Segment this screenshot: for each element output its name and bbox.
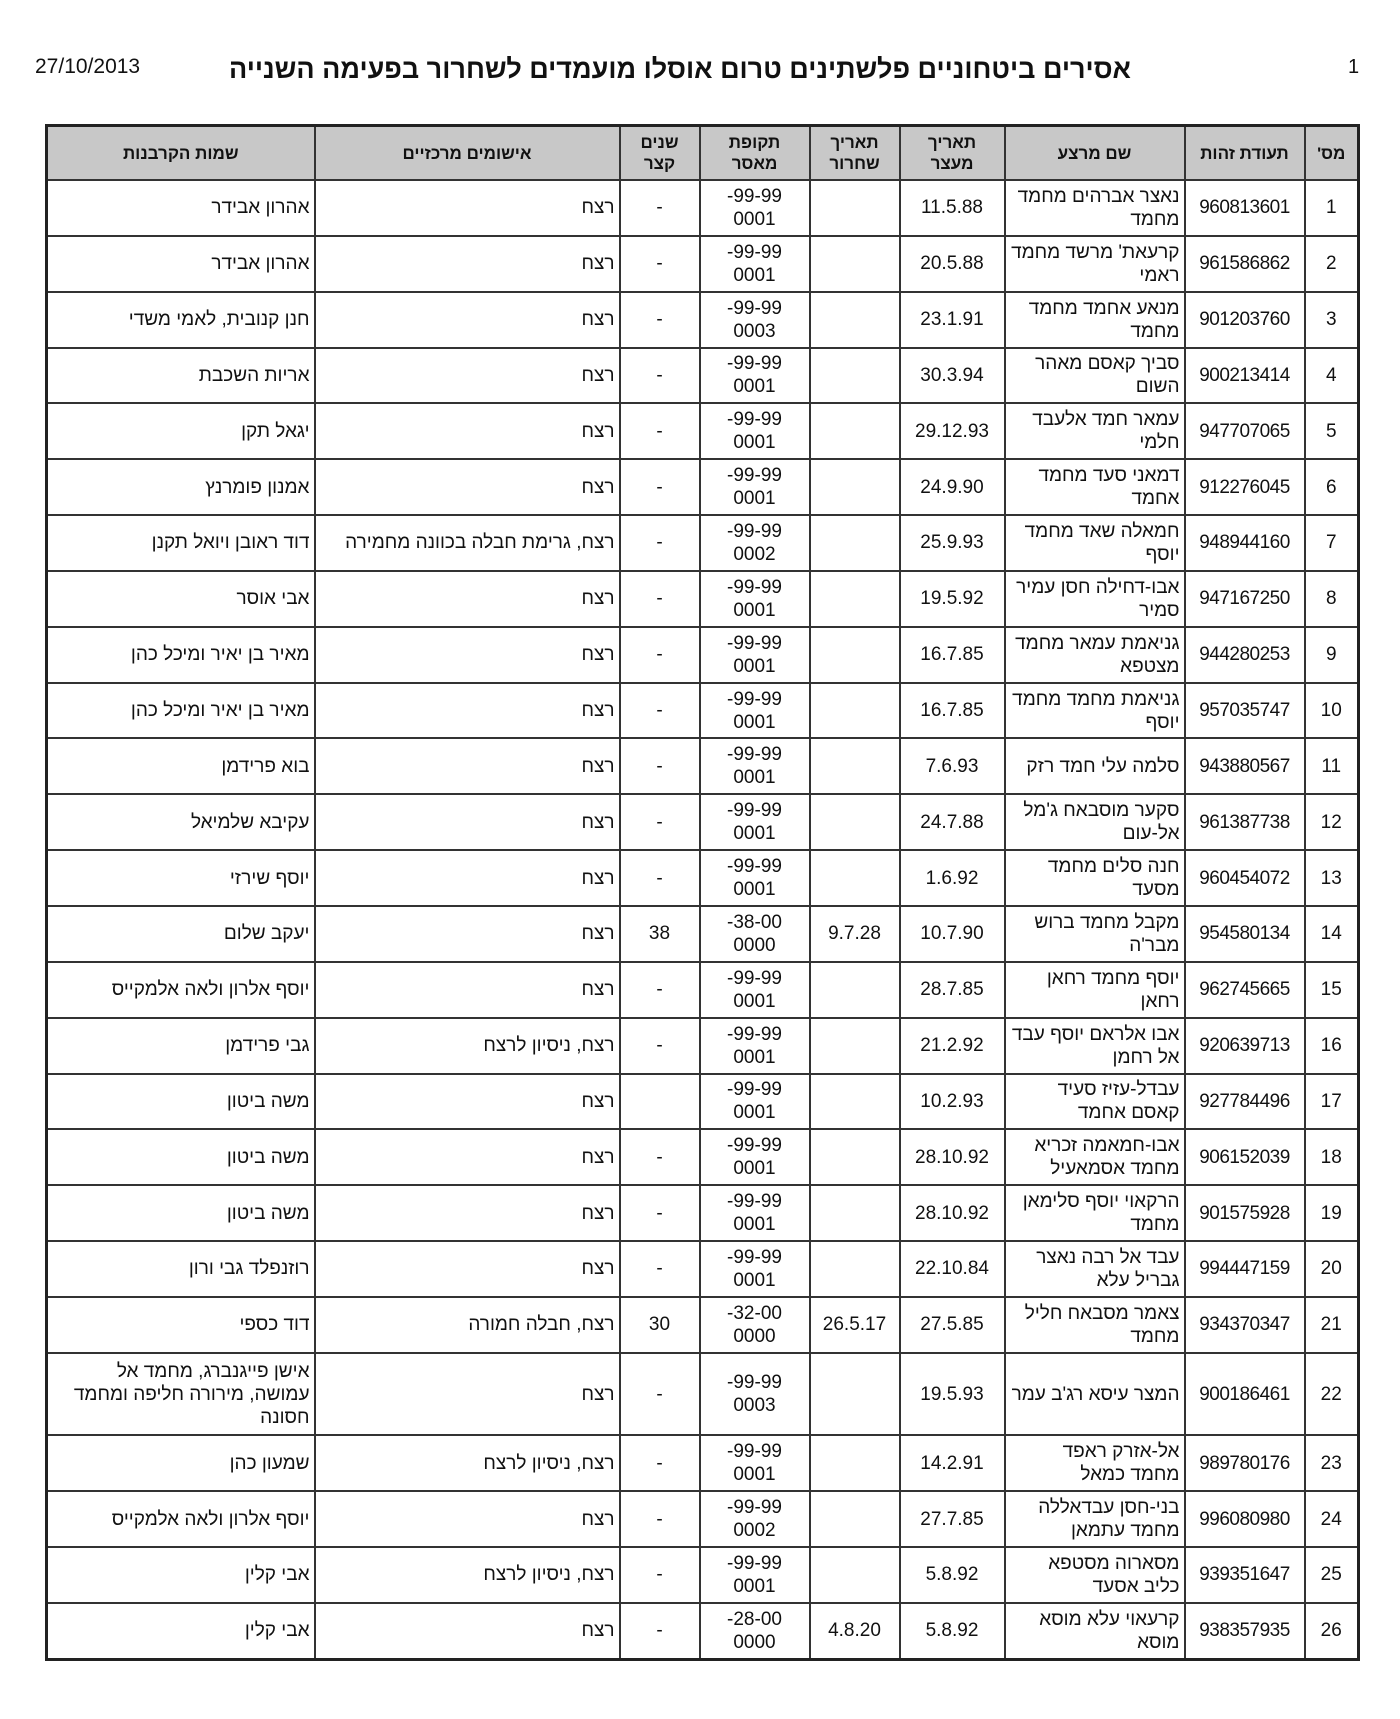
cell-release-date	[810, 236, 900, 292]
cell-name: חנה סלים מחמד מסעד	[1005, 850, 1185, 906]
cell-years: -	[620, 627, 700, 683]
cell-term: -32-00 0000	[700, 1297, 810, 1353]
cell-id: 961586862	[1185, 236, 1305, 292]
cell-victims: רוזנפלד גבי ורון	[47, 1241, 315, 1297]
cell-charges: רצח, ניסיון לרצח	[315, 1018, 620, 1074]
cell-term: -28-00 0000	[700, 1603, 810, 1660]
cell-years: -	[620, 738, 700, 794]
table-row	[47, 236, 1359, 292]
cell-charges: רצח	[315, 850, 620, 906]
cell-id: 944280253	[1185, 627, 1305, 683]
cell-name: גניאמת מחמד מחמד יוסף	[1005, 683, 1185, 739]
cell-id: 900186461	[1185, 1353, 1305, 1436]
cell-id: 960813601	[1185, 180, 1305, 236]
page-number: 1	[1348, 56, 1360, 78]
cell-term: -99-99 0002	[700, 1491, 810, 1547]
cell-name: יוסף מחמד רחאן רחאן	[1005, 962, 1185, 1018]
cell-num: 26	[1305, 1603, 1359, 1660]
cell-years: -	[620, 515, 700, 571]
cell-release-date	[810, 850, 900, 906]
cell-id: 920639713	[1185, 1018, 1305, 1074]
table-header-row	[47, 126, 1359, 181]
cell-years: -	[620, 683, 700, 739]
cell-arrest-date: 16.7.85	[900, 627, 1005, 683]
cell-term: -38-00 0000	[700, 906, 810, 962]
cell-release-date	[810, 1353, 900, 1436]
cell-id: 947167250	[1185, 571, 1305, 627]
cell-term: -99-99 0001	[700, 738, 810, 794]
cell-charges: רצח	[315, 1129, 620, 1185]
cell-id: 939351647	[1185, 1547, 1305, 1603]
cell-name: מסארוה מסטפא כליב אסעד	[1005, 1547, 1185, 1603]
table-row	[47, 1603, 1359, 1660]
cell-charges: רצח	[315, 1353, 620, 1436]
cell-victims: משה ביטון	[47, 1185, 315, 1241]
cell-victims: אהרון אבידר	[47, 180, 315, 236]
cell-charges: רצח	[315, 683, 620, 739]
cell-years: -	[620, 850, 700, 906]
cell-term: -99-99 0001	[700, 850, 810, 906]
cell-id: 906152039	[1185, 1129, 1305, 1185]
header-id: תעודת זהות	[1185, 126, 1305, 181]
cell-years: -	[620, 1129, 700, 1185]
cell-num: 25	[1305, 1547, 1359, 1603]
table-row	[47, 1185, 1359, 1241]
cell-term: -99-99 0001	[700, 1185, 810, 1241]
cell-release-date	[810, 1435, 900, 1491]
cell-name: אל-אזרק ראפד מחמד כמאל	[1005, 1435, 1185, 1491]
cell-num: 23	[1305, 1435, 1359, 1491]
cell-release-date	[810, 1074, 900, 1130]
cell-num: 7	[1305, 515, 1359, 571]
header-arrest-date: תאריך מעצר	[900, 126, 1005, 181]
cell-num: 24	[1305, 1491, 1359, 1547]
cell-charges: רצח	[315, 1491, 620, 1547]
cell-name: אבו אלראם יוסף עבד אל רחמן	[1005, 1018, 1185, 1074]
cell-release-date	[810, 794, 900, 850]
table-row	[47, 1241, 1359, 1297]
cell-term: -99-99 0001	[700, 962, 810, 1018]
cell-arrest-date: 5.8.92	[900, 1547, 1005, 1603]
cell-id: 960454072	[1185, 850, 1305, 906]
cell-num: 8	[1305, 571, 1359, 627]
table-row	[47, 292, 1359, 348]
cell-id: 948944160	[1185, 515, 1305, 571]
table-row	[47, 738, 1359, 794]
cell-name: עמאר חמד אלעבד חלמי	[1005, 403, 1185, 459]
cell-years: -	[620, 962, 700, 1018]
cell-num: 2	[1305, 236, 1359, 292]
cell-term: -99-99 0001	[700, 1074, 810, 1130]
cell-name: גניאמת עמאר מחמד מצטפא	[1005, 627, 1185, 683]
cell-name: בני-חסן עבדאללה מחמד עתמאן	[1005, 1491, 1185, 1547]
cell-id: 957035747	[1185, 683, 1305, 739]
table-row	[47, 1491, 1359, 1547]
cell-charges: רצח	[315, 348, 620, 404]
cell-victims: דוד ראובן ויואל תקנן	[47, 515, 315, 571]
cell-release-date	[810, 1547, 900, 1603]
cell-num: 13	[1305, 850, 1359, 906]
cell-release-date	[810, 683, 900, 739]
cell-release-date	[810, 403, 900, 459]
table-row	[47, 571, 1359, 627]
header-years: שנים קצר	[620, 126, 700, 181]
cell-num: 3	[1305, 292, 1359, 348]
cell-victims: אמנון פומרנץ	[47, 459, 315, 515]
cell-id: 934370347	[1185, 1297, 1305, 1353]
cell-arrest-date: 25.9.93	[900, 515, 1005, 571]
cell-term: -99-99 0001	[700, 1129, 810, 1185]
cell-id: 912276045	[1185, 459, 1305, 515]
cell-name: נאצר אברהים מחמד מחמד	[1005, 180, 1185, 236]
cell-term: -99-99 0001	[700, 348, 810, 404]
cell-charges: רצח, גרימת חבלה בכוונה מחמירה	[315, 515, 620, 571]
cell-years: -	[620, 1547, 700, 1603]
cell-term: -99-99 0001	[700, 403, 810, 459]
cell-victims: יוסף אלרון ולאה אלמקייס	[47, 962, 315, 1018]
cell-term: -99-99 0003	[700, 292, 810, 348]
cell-num: 11	[1305, 738, 1359, 794]
cell-term: -99-99 0001	[700, 236, 810, 292]
cell-charges: רצח	[315, 180, 620, 236]
cell-charges: רצח	[315, 292, 620, 348]
cell-name: אבו-דחילה חסן עמיר סמיר	[1005, 571, 1185, 627]
table-row	[47, 1129, 1359, 1185]
cell-charges: רצח	[315, 459, 620, 515]
table-row	[47, 1074, 1359, 1130]
table-row	[47, 794, 1359, 850]
cell-victims: יוסף אלרון ולאה אלמקייס	[47, 1491, 315, 1547]
cell-id: 901203760	[1185, 292, 1305, 348]
cell-arrest-date: 28.7.85	[900, 962, 1005, 1018]
cell-id: 943880567	[1185, 738, 1305, 794]
cell-victims: אבי קלין	[47, 1603, 315, 1660]
cell-arrest-date: 20.5.88	[900, 236, 1005, 292]
cell-arrest-date: 27.5.85	[900, 1297, 1005, 1353]
cell-name: עבד אל רבה נאצר גבריל עלא	[1005, 1241, 1185, 1297]
table-row	[47, 850, 1359, 906]
cell-release-date	[810, 1241, 900, 1297]
cell-years: -	[620, 348, 700, 404]
cell-release-date	[810, 1129, 900, 1185]
cell-id: 947707065	[1185, 403, 1305, 459]
cell-term: -99-99 0001	[700, 180, 810, 236]
header-victims: שמות הקרבנות	[47, 126, 315, 181]
cell-years: -	[620, 236, 700, 292]
table-row	[47, 962, 1359, 1018]
cell-charges: רצח	[315, 738, 620, 794]
cell-years: -	[620, 1603, 700, 1660]
cell-victims: גבי פרידמן	[47, 1018, 315, 1074]
cell-num: 21	[1305, 1297, 1359, 1353]
table-row	[47, 906, 1359, 962]
table-body	[47, 180, 1359, 1660]
table-row	[47, 1435, 1359, 1491]
cell-release-date	[810, 515, 900, 571]
cell-victims: בוא פרידמן	[47, 738, 315, 794]
cell-years: -	[620, 1353, 700, 1436]
cell-years: -	[620, 1491, 700, 1547]
table-row	[47, 683, 1359, 739]
cell-victims: משה ביטון	[47, 1129, 315, 1185]
cell-years: -	[620, 292, 700, 348]
table-row	[47, 459, 1359, 515]
cell-victims: אריות השכבת	[47, 348, 315, 404]
cell-victims: דוד כספי	[47, 1297, 315, 1353]
cell-release-date	[810, 180, 900, 236]
cell-name: הרקאוי יוסף סלימאן מחמד	[1005, 1185, 1185, 1241]
cell-years: -	[620, 1018, 700, 1074]
cell-arrest-date: 19.5.93	[900, 1353, 1005, 1436]
cell-victims: אבי אוסר	[47, 571, 315, 627]
cell-name: מקבל מחמד ברוש מבר'ה	[1005, 906, 1185, 962]
cell-arrest-date: 10.2.93	[900, 1074, 1005, 1130]
cell-term: -99-99 0001	[700, 1018, 810, 1074]
cell-arrest-date: 24.9.90	[900, 459, 1005, 515]
cell-arrest-date: 30.3.94	[900, 348, 1005, 404]
cell-charges: רצח	[315, 1185, 620, 1241]
cell-victims: עקיבא שלמיאל	[47, 794, 315, 850]
cell-charges: רצח	[315, 1603, 620, 1660]
cell-term: -99-99 0001	[700, 571, 810, 627]
cell-num: 18	[1305, 1129, 1359, 1185]
table-row	[47, 1353, 1359, 1436]
cell-num: 17	[1305, 1074, 1359, 1130]
cell-name: עבדל-עזיז סעיד קאסם אחמד	[1005, 1074, 1185, 1130]
cell-release-date	[810, 571, 900, 627]
document-title: אסירים ביטחוניים פלשתינים טרום אוסלו מועמדים לשחרור בפעימה השנייה	[229, 54, 1131, 84]
cell-term: -99-99 0002	[700, 515, 810, 571]
cell-name: צאמר מסבאח חליל מחמד	[1005, 1297, 1185, 1353]
cell-id: 994447159	[1185, 1241, 1305, 1297]
cell-arrest-date: 5.8.92	[900, 1603, 1005, 1660]
cell-release-date	[810, 1018, 900, 1074]
table-row	[47, 1547, 1359, 1603]
cell-arrest-date: 16.7.85	[900, 683, 1005, 739]
cell-arrest-date: 28.10.92	[900, 1185, 1005, 1241]
cell-term: -99-99 0003	[700, 1353, 810, 1436]
cell-victims: אישן פייגנברג, מחמד אל עמושה, מירורה חליפה ומחמד חסונה	[47, 1353, 315, 1436]
cell-term: -99-99 0001	[700, 1241, 810, 1297]
cell-charges: רצח, חבלה חמורה	[315, 1297, 620, 1353]
cell-term: -99-99 0001	[700, 627, 810, 683]
cell-victims: שמעון כהן	[47, 1435, 315, 1491]
cell-arrest-date: 27.7.85	[900, 1491, 1005, 1547]
cell-id: 954580134	[1185, 906, 1305, 962]
cell-charges: רצח	[315, 1074, 620, 1130]
cell-arrest-date: 22.10.84	[900, 1241, 1005, 1297]
cell-charges: רצח	[315, 403, 620, 459]
cell-years	[620, 1074, 700, 1130]
cell-term: -99-99 0001	[700, 683, 810, 739]
cell-arrest-date: 28.10.92	[900, 1129, 1005, 1185]
cell-arrest-date: 7.6.93	[900, 738, 1005, 794]
cell-num: 4	[1305, 348, 1359, 404]
table-row	[47, 1018, 1359, 1074]
cell-years: -	[620, 571, 700, 627]
cell-id: 961387738	[1185, 794, 1305, 850]
cell-release-date	[810, 348, 900, 404]
cell-num: 22	[1305, 1353, 1359, 1436]
table-row	[47, 1297, 1359, 1353]
cell-num: 5	[1305, 403, 1359, 459]
cell-release-date	[810, 1185, 900, 1241]
cell-victims: חנן קנובית, לאמי משדי	[47, 292, 315, 348]
cell-name: סביך קאסם מאהר השום	[1005, 348, 1185, 404]
cell-term: -99-99 0001	[700, 794, 810, 850]
cell-years: -	[620, 794, 700, 850]
cell-arrest-date: 19.5.92	[900, 571, 1005, 627]
table-row	[47, 348, 1359, 404]
cell-name: מנאע אחמד מחמד מחמד	[1005, 292, 1185, 348]
cell-charges: רצח	[315, 571, 620, 627]
cell-release-date	[810, 627, 900, 683]
cell-num: 12	[1305, 794, 1359, 850]
cell-years: -	[620, 180, 700, 236]
cell-charges: רצח	[315, 627, 620, 683]
cell-release-date	[810, 962, 900, 1018]
table-row	[47, 627, 1359, 683]
cell-charges: רצח, ניסיון לרצח	[315, 1435, 620, 1491]
cell-charges: רצח	[315, 962, 620, 1018]
header-num: מס'	[1305, 126, 1359, 181]
cell-num: 20	[1305, 1241, 1359, 1297]
cell-victims: משה ביטון	[47, 1074, 315, 1130]
cell-name: דמאני סעד מחמד אחמד	[1005, 459, 1185, 515]
cell-charges: רצח	[315, 794, 620, 850]
cell-arrest-date: 11.5.88	[900, 180, 1005, 236]
cell-release-date	[810, 292, 900, 348]
cell-id: 901575928	[1185, 1185, 1305, 1241]
cell-release-date: 26.5.17	[810, 1297, 900, 1353]
cell-name: סלמה עלי חמד רזק	[1005, 738, 1185, 794]
cell-name: קרעאת' מרשד מחמד ראמי	[1005, 236, 1185, 292]
prisoners-table	[45, 124, 1360, 1661]
cell-arrest-date: 23.1.91	[900, 292, 1005, 348]
cell-arrest-date: 29.12.93	[900, 403, 1005, 459]
cell-charges: רצח	[315, 236, 620, 292]
cell-name: סקער מוסבאח ג'מל אל-עום	[1005, 794, 1185, 850]
cell-name: חמאלה שאד מחמד יוסף	[1005, 515, 1185, 571]
cell-victims: מאיר בן יאיר ומיכל כהן	[47, 683, 315, 739]
cell-id: 996080980	[1185, 1491, 1305, 1547]
cell-years: -	[620, 1241, 700, 1297]
cell-id: 938357935	[1185, 1603, 1305, 1660]
cell-num: 14	[1305, 906, 1359, 962]
header-name: שם מרצע	[1005, 126, 1185, 181]
cell-arrest-date: 24.7.88	[900, 794, 1005, 850]
cell-victims: אבי קלין	[47, 1547, 315, 1603]
cell-num: 16	[1305, 1018, 1359, 1074]
cell-arrest-date: 21.2.92	[900, 1018, 1005, 1074]
cell-num: 19	[1305, 1185, 1359, 1241]
header-term: תקופת מאסר	[700, 126, 810, 181]
cell-release-date	[810, 459, 900, 515]
cell-victims: אהרון אבידר	[47, 236, 315, 292]
cell-id: 927784496	[1185, 1074, 1305, 1130]
table-row	[47, 180, 1359, 236]
cell-years: 30	[620, 1297, 700, 1353]
cell-years: -	[620, 1435, 700, 1491]
cell-victims: מאיר בן יאיר ומיכל כהן	[47, 627, 315, 683]
cell-victims: יגאל תקן	[47, 403, 315, 459]
cell-years: -	[620, 1185, 700, 1241]
cell-arrest-date: 14.2.91	[900, 1435, 1005, 1491]
cell-id: 989780176	[1185, 1435, 1305, 1491]
cell-charges: רצח	[315, 1241, 620, 1297]
cell-years: -	[620, 403, 700, 459]
header-charges: אישומים מרכזיים	[315, 126, 620, 181]
cell-num: 6	[1305, 459, 1359, 515]
cell-release-date: 4.8.20	[810, 1603, 900, 1660]
cell-release-date	[810, 1491, 900, 1547]
cell-victims: יוסף שירזי	[47, 850, 315, 906]
cell-release-date: 9.7.28	[810, 906, 900, 962]
cell-victims: יעקב שלום	[47, 906, 315, 962]
cell-num: 9	[1305, 627, 1359, 683]
cell-term: -99-99 0001	[700, 459, 810, 515]
cell-name: קרעאוי עלא מוסא מוסא	[1005, 1603, 1185, 1660]
cell-release-date	[810, 738, 900, 794]
header-release-date: תאריך שחרור	[810, 126, 900, 181]
cell-years: -	[620, 459, 700, 515]
cell-num: 10	[1305, 683, 1359, 739]
cell-arrest-date: 1.6.92	[900, 850, 1005, 906]
cell-num: 15	[1305, 962, 1359, 1018]
cell-num: 1	[1305, 180, 1359, 236]
cell-arrest-date: 10.7.90	[900, 906, 1005, 962]
cell-id: 900213414	[1185, 348, 1305, 404]
document-date: 27/10/2013	[35, 55, 141, 78]
table-row	[47, 403, 1359, 459]
table-row	[47, 515, 1359, 571]
cell-name: המצר עיסא רג'ב עמר	[1005, 1353, 1185, 1436]
cell-term: -99-99 0001	[700, 1435, 810, 1491]
cell-charges: רצח, ניסיון לרצח	[315, 1547, 620, 1603]
cell-years: 38	[620, 906, 700, 962]
cell-term: -99-99 0001	[700, 1547, 810, 1603]
cell-charges: רצח	[315, 906, 620, 962]
cell-name: אבו-חמאמה זכריא מחמד אסמאעיל	[1005, 1129, 1185, 1185]
cell-id: 962745665	[1185, 962, 1305, 1018]
